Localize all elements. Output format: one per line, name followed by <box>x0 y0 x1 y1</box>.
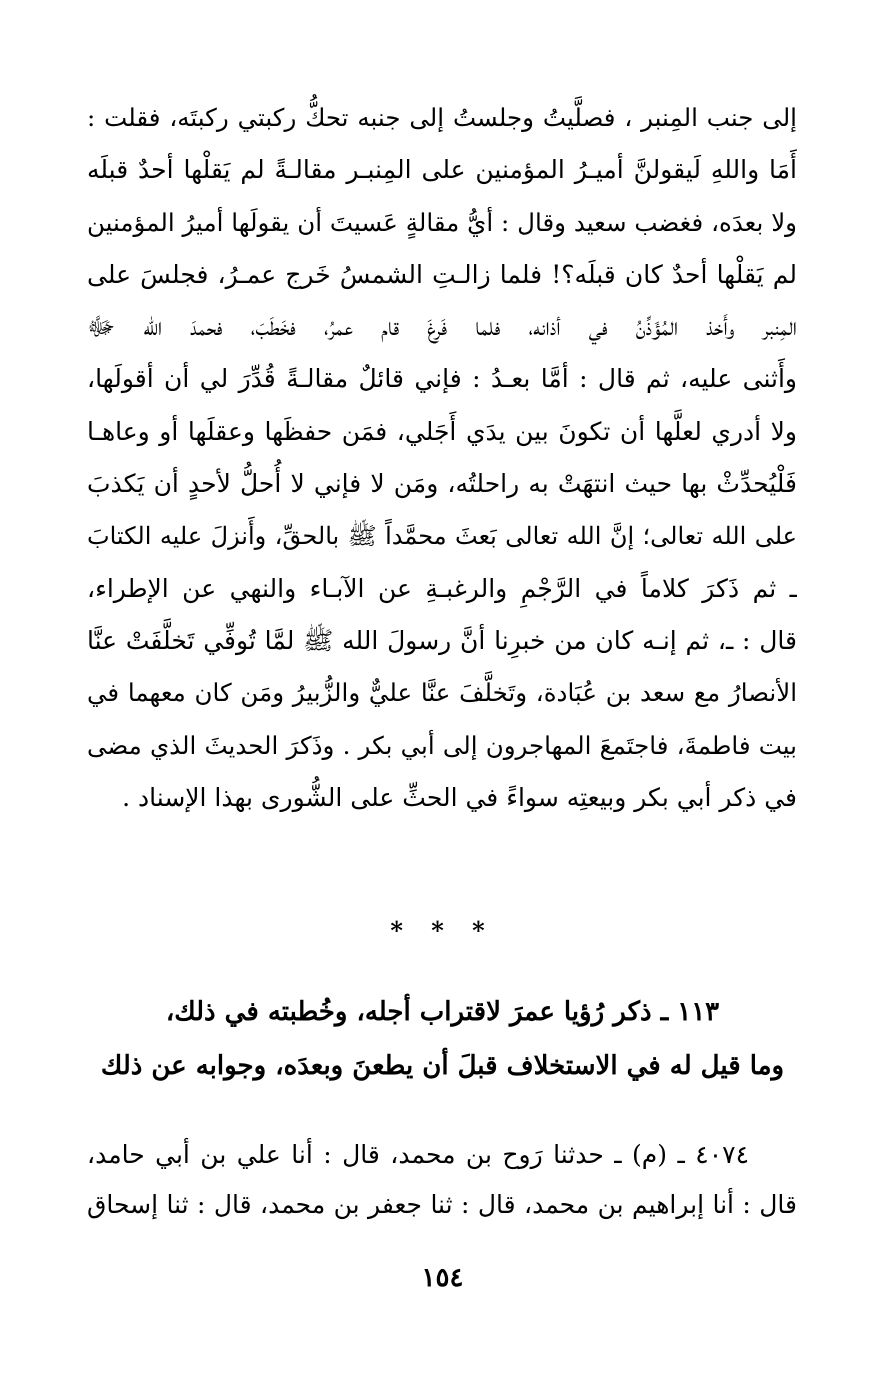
text-line: وأَثنى عليه، ثم قال : أمَّا بعـدُ : فإني قائلٌ مقالـةً قُدِّرَ لي أن أقولَها، <box>87 364 797 394</box>
heading-line-2: وما قيل له في الاستخلاف قبلَ أن يطعنَ وبعدَه، وجوابه عن ذلك <box>100 1051 785 1081</box>
text-line: إلى جنب المِنبر ، فصلَّيتُ وجلستُ إلى جنبه تحكُّ ركبتي ركبتَه، فقلت : <box>87 103 797 132</box>
text-line: فَلْيُحدِّثْ بها حيث انتهَتْ به راحلتُه، ومَن لا فإني لا أُحلُّ لأحدٍ أن يَكذبَ <box>87 469 797 499</box>
text-line: ولا أدري لعلَّها أن تكونَ بين يدَي أَجَلي، فمَن حفظَها وعقلَها أو وعاهـا <box>87 416 797 446</box>
heading-line-1: ١١٣ ـ ذكر رُؤيا عمرَ لاقتراب أجله، وخُطبته في ذلك، <box>165 997 720 1027</box>
text-line: بيت فاطمةَ، فاجتَمعَ المهاجرون إلى أبي بكر . وذَكرَ الحديثَ الذي مضى <box>87 730 797 760</box>
narration-line-2: قال : أنا إبراهيم بن محمد، قال : ثنا جعفر بن محمد، قال : ثنا إسحاق <box>87 1190 797 1219</box>
text-line: قال : ـ، ثم إنـه كان من خبرِنا أنَّ رسولَ الله ﷺ لمَّا تُوفِّي تَخلَّفَتْ عنَّا <box>87 625 797 655</box>
text-line: لم يَقلْها أحدٌ كان قبلَه؟! فلما زالـتِ الشمسُ خَرج عمـرُ، فجلسَ على <box>87 259 797 289</box>
text-line: المِنبر وأَخذ المُؤَذِّنُ في أذانه، فلما فَرغَ قام عمرُ، فخَطَبَ، فحمدَ الله ﷻ <box>87 312 797 342</box>
body-paragraph <box>87 92 797 824</box>
narration-line-1: ٤٠٧٤ ـ (م) ـ حدثنا رَوح بن محمد، قال : أنا علي بن أبي حامد، <box>87 1140 749 1169</box>
text-line: ـ ثم ذَكرَ كلاماً في الرَّجْمِ والرغبـةِ عن الآبـاء والنهي عن الإطراء، <box>87 573 797 603</box>
text-line: الأنصارُ مع سعد بن عُبَادة، وتَخلَّفَ عنَّا عليٌّ والزُّبيرُ ومَن كان معهما في <box>87 678 797 708</box>
text-line: على الله تعالى؛ إنَّ الله تعالى بَعثَ محمَّداً ﷺ بالحقِّ، وأَنزلَ عليه الكتابَ <box>87 522 797 551</box>
section-heading <box>60 985 825 1093</box>
text-line: في ذكر أبي بكر وبيعتِه سواءً في الحثِّ على الشُّورى بهذا الإسناد . <box>122 782 797 812</box>
text-line: أَمَا واللهِ لَيقولنَّ أميـرُ المؤمنين على المِنبـر مقالـةً لم يَقلْها أحدٌ قبلَه <box>87 155 797 185</box>
page-number: ١٥٤ <box>421 1263 464 1293</box>
section-separator: * * * <box>390 916 495 945</box>
hadith-narration <box>87 1130 797 1230</box>
text-line: ولا بعدَه، فغضب سعيد وقال : أيُّ مقالةٍ عَسيتَ أن يقولَها أميرُ المؤمنين <box>87 207 797 237</box>
